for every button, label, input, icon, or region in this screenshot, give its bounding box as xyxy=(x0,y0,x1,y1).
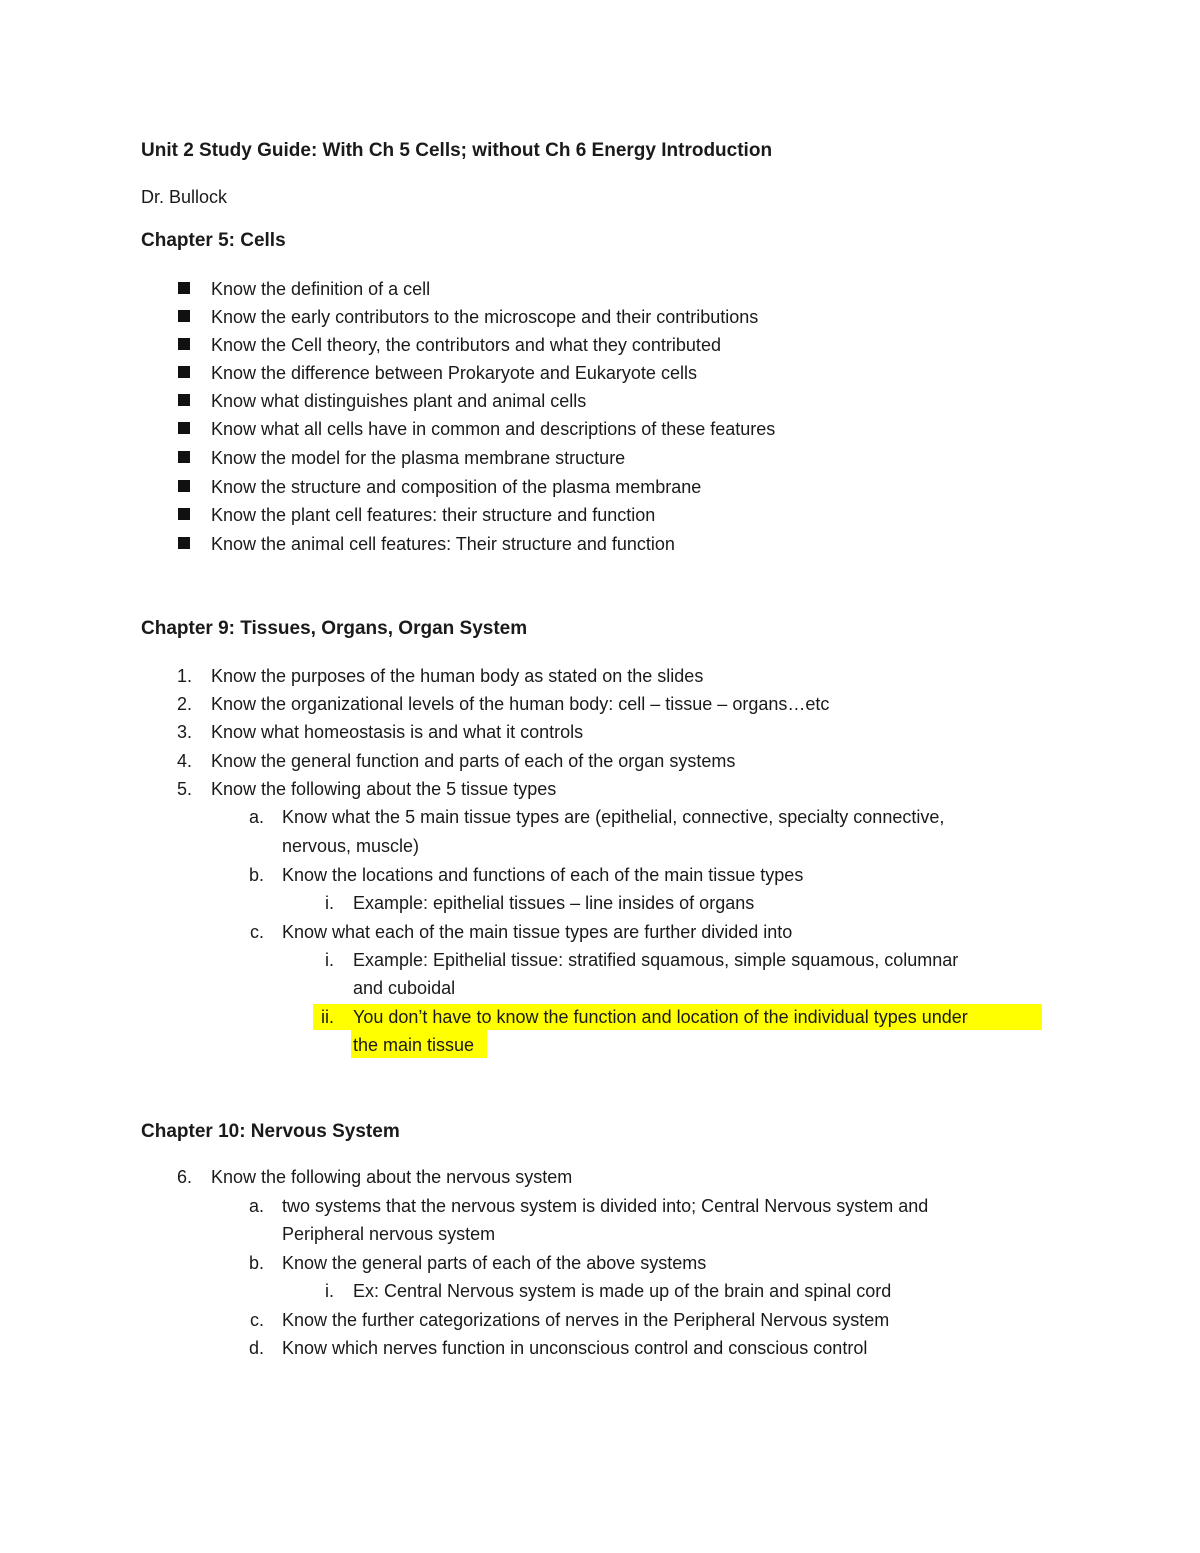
list-item: Know what homeostasis is and what it controls xyxy=(211,722,584,742)
list-item: Know the purposes of the human body as stated on the slides xyxy=(211,666,704,686)
list-number: 4. xyxy=(176,751,192,771)
list-item: Know the early contributors to the microscope and their contributions xyxy=(211,307,759,327)
list-letter: b. xyxy=(248,865,264,885)
list-item: Know the general function and parts of each of the organ systems xyxy=(211,751,736,771)
list-letter: b. xyxy=(248,1253,264,1273)
list-roman: i. xyxy=(325,950,334,970)
square-bullet-icon xyxy=(178,394,190,406)
square-bullet-icon xyxy=(178,282,190,294)
square-bullet-icon xyxy=(178,422,190,434)
list-item-continuation: nervous, muscle) xyxy=(282,836,420,856)
list-roman: i. xyxy=(325,893,334,913)
square-bullet-icon xyxy=(178,451,190,463)
document-title: Unit 2 Study Guide: With Ch 5 Cells; without Ch 6 Energy Introduction xyxy=(141,140,773,161)
square-bullet-icon xyxy=(178,537,190,549)
list-number: 2. xyxy=(176,694,192,714)
list-item: Know the model for the plasma membrane structure xyxy=(211,448,626,468)
list-item: Example: epithelial tissues – line insides of organs xyxy=(353,893,755,913)
list-letter: c. xyxy=(249,922,264,942)
list-item: Know the definition of a cell xyxy=(211,279,431,299)
chapter-9-heading: Chapter 9: Tissues, Organs, Organ System xyxy=(141,618,528,639)
list-item: Ex: Central Nervous system is made up of the brain and spinal cord xyxy=(353,1281,892,1301)
list-item: Example: Epithelial tissue: stratified squamous, simple squamous, columnar xyxy=(353,950,959,970)
list-item: Know the locations and functions of each of the main tissue types xyxy=(282,865,804,885)
list-item: Know what the 5 main tissue types are (epithelial, connective, specialty connective, xyxy=(282,807,945,827)
highlighted-note-continuation: the main tissue xyxy=(353,1035,475,1055)
chapter-5-heading: Chapter 5: Cells xyxy=(141,230,286,251)
list-number: 6. xyxy=(176,1167,192,1187)
list-item: Know the further categorizations of nerves in the Peripheral Nervous system xyxy=(282,1310,890,1330)
highlighted-note: You don’t have to know the function and location of the individual types under xyxy=(353,1007,968,1027)
list-item: Know the Cell theory, the contributors and what they contributed xyxy=(211,335,721,355)
list-item: Know the following about the nervous system xyxy=(211,1167,573,1187)
list-item: Know the difference between Prokaryote and Eukaryote cells xyxy=(211,363,697,383)
square-bullet-icon xyxy=(178,480,190,492)
list-item: Know what all cells have in common and descriptions of these features xyxy=(211,419,776,439)
list-number: 3. xyxy=(176,722,192,742)
list-letter: c. xyxy=(249,1310,264,1330)
list-item: Know the structure and composition of the plasma membrane xyxy=(211,477,702,497)
list-letter: a. xyxy=(248,807,264,827)
list-item-continuation: Peripheral nervous system xyxy=(282,1224,496,1244)
list-item: two systems that the nervous system is divided into; Central Nervous system and xyxy=(282,1196,929,1216)
list-number: 5. xyxy=(176,779,192,799)
list-item: Know which nerves function in unconscious control and conscious control xyxy=(282,1338,868,1358)
square-bullet-icon xyxy=(178,508,190,520)
square-bullet-icon xyxy=(178,310,190,322)
square-bullet-icon xyxy=(178,366,190,378)
list-item: Know what distinguishes plant and animal cells xyxy=(211,391,587,411)
list-item: Know what each of the main tissue types are further divided into xyxy=(282,922,793,942)
list-number: 1. xyxy=(176,666,192,686)
list-roman-highlighted: ii. xyxy=(321,1007,334,1027)
list-item: Know the organizational levels of the human body: cell – tissue – organs…etc xyxy=(211,694,830,714)
list-item: Know the following about the 5 tissue types xyxy=(211,779,557,799)
chapter-10-heading: Chapter 10: Nervous System xyxy=(141,1121,400,1142)
list-letter: a. xyxy=(248,1196,264,1216)
list-item: Know the animal cell features: Their structure and function xyxy=(211,534,675,554)
list-letter: d. xyxy=(248,1338,264,1358)
square-bullet-icon xyxy=(178,338,190,350)
list-item: Know the general parts of each of the above systems xyxy=(282,1253,707,1273)
list-item: Know the plant cell features: their structure and function xyxy=(211,505,656,525)
list-roman: i. xyxy=(325,1281,334,1301)
list-item-continuation: and cuboidal xyxy=(353,978,456,998)
document-author: Dr. Bullock xyxy=(141,187,228,207)
